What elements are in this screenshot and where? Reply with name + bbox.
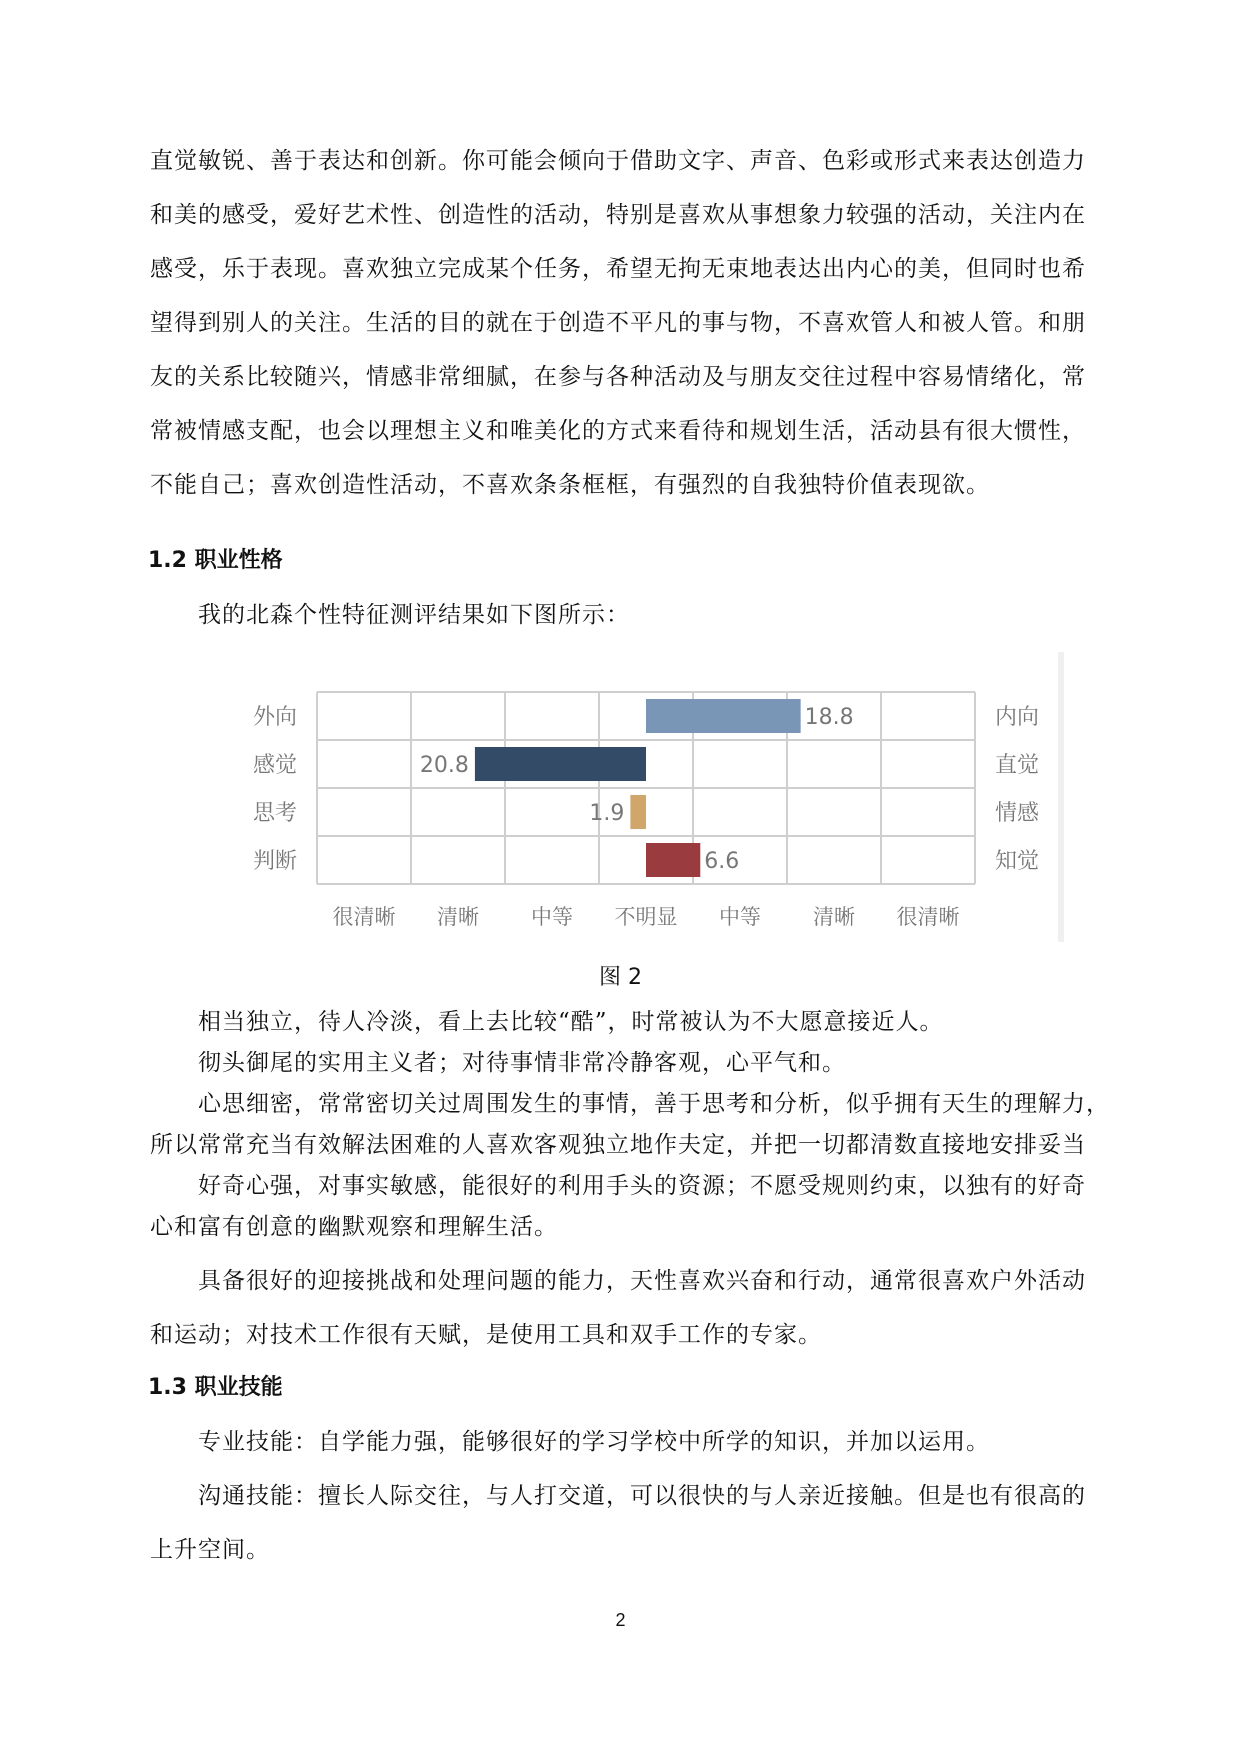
row-right-label: 内向: [995, 705, 1040, 730]
trait-line: 彻头御尾的实用主义者；对待事情非常冷静客观，心平气和。: [198, 1050, 846, 1076]
intro-line: 常被情感支配，也会以理想主义和唯美化的方式来看待和规划生活，活动县有很大惯性，: [150, 418, 1086, 444]
scale-label: 清晰: [437, 905, 479, 929]
chart-edge: [1058, 652, 1064, 942]
scale-label: 中等: [531, 905, 573, 929]
skill-line: 上升空间。: [150, 1537, 270, 1563]
skill-line: 专业技能：自学能力强，能够很好的学习学校中所学的知识，并加以运用。: [198, 1429, 990, 1455]
intro-line: 不能自己；喜欢创造性活动，不喜欢条条框框，有强烈的自我独特价值表现欲。: [150, 472, 990, 498]
trait-line: 所以常常充当有效解法困难的人喜欢客观独立地作夫定，并把一切都清数直接地安排妥当: [150, 1132, 1086, 1158]
bar-1: [475, 747, 646, 781]
intro-line: 友的关系比较随兴，情感非常细腻，在参与各种活动及与朋友交往过程中容易情绪化，常: [150, 364, 1086, 390]
row-left-label: 外向: [252, 705, 297, 730]
row-left-label: 思考: [252, 801, 297, 826]
trait-line: 心思细密，常常密切关过周围发生的事情，善于思考和分析，似乎拥有天生的理解力，: [198, 1091, 1110, 1117]
scale-label: 中等: [719, 905, 761, 929]
ability-line: 具备很好的迎接挑战和处理问题的能力，天性喜欢兴奋和行动，通常很喜欢户外活动: [198, 1268, 1086, 1294]
bar-value-label: 18.8: [804, 705, 854, 730]
trait-line: 相当独立，待人冷淡，看上去比较“酷”，时常被认为不大愿意接近人。: [198, 1009, 944, 1035]
bar-3: [646, 843, 700, 877]
intro-paragraph: [150, 134, 1110, 512]
page-number: 2: [615, 1610, 626, 1630]
scale-label: 很清晰: [896, 905, 960, 929]
bar-value-label: 20.8: [419, 753, 469, 778]
row-right-label: 情感: [995, 801, 1040, 826]
skill-line: 沟通技能：擅长人际交往，与人打交道，可以很快的与人亲近接触。但是也有很高的: [198, 1483, 1086, 1509]
scale-label: 不明显: [614, 905, 678, 929]
intro-line: 感受，乐于表现。喜欢独立完成某个任务，希望无拘无束地表达出内心的美，但同时也希: [150, 256, 1086, 282]
row-right-label: 知觉: [995, 849, 1040, 874]
bar-value-label: 6.6: [704, 849, 740, 874]
bar-value-label: 1.9: [589, 801, 625, 826]
intro-line: 和美的感受，爱好艺术性、创造性的活动，特别是喜欢从事想象力较强的活动，关注内在: [150, 202, 1086, 228]
personality-chart-svg: [210, 652, 1066, 942]
scale-label: 很清晰: [332, 905, 396, 929]
section-heading-1-2: 1.2 职业性格: [148, 548, 283, 573]
section-heading-1-3: 1.3 职业技能: [148, 1375, 283, 1400]
trait-line: 心和富有创意的幽默观察和理解生活。: [150, 1214, 558, 1240]
ability-line: 和运动；对技术工作很有天赋，是使用工具和双手工作的专家。: [150, 1322, 822, 1348]
personality-chart: [210, 652, 1066, 942]
section-intro-text: 我的北森个性特征测评结果如下图所示：: [198, 602, 630, 628]
row-left-label: 感觉: [252, 753, 297, 778]
intro-line: 望得到别人的关注。生活的目的就在于创造不平凡的事与物，不喜欢管人和被人管。和朋: [150, 310, 1086, 336]
row-right-label: 直觉: [995, 753, 1040, 778]
figure-caption: 图 2: [599, 965, 642, 990]
scale-label: 清晰: [813, 905, 855, 929]
row-left-label: 判断: [252, 849, 297, 874]
bar-0: [646, 699, 801, 733]
trait-line: 好奇心强，对事实敏感，能很好的利用手头的资源；不愿受规则约束，以独有的好奇: [198, 1173, 1086, 1199]
bar-2: [630, 795, 646, 829]
intro-line: 直觉敏锐、善于表达和创新。你可能会倾向于借助文字、声音、色彩或形式来表达创造力: [150, 148, 1086, 174]
